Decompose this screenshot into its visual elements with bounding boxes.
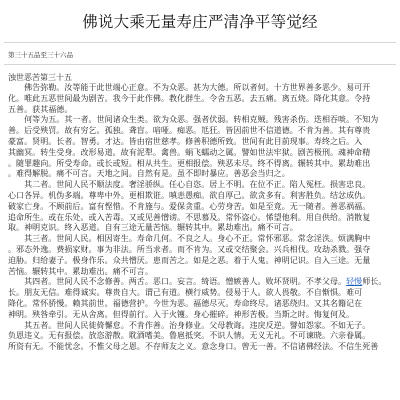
line-text: 其四者。世间人民不念修善。两舌。恶口。妄言。绮语。憎嫉善人。败坏贤明。不孝父母。 xyxy=(8,277,347,287)
highlighted-term-link[interactable]: 轻慢 xyxy=(346,277,363,287)
title-divider xyxy=(4,42,396,43)
text-line: 豪富。贤明。长者。智勇。才达。皆由宿世慈孝。修善积德所致。世间有此目前现事。寿终之后。入 xyxy=(8,136,363,146)
text-line: 破家亡身。不顾前后。富有悭惜。不肯施与。爱保贪重。心劳身苦。如是至竟。无一随者。善恶祸福。 xyxy=(8,201,371,211)
text-line: 善。后受殃罚。故有穷乞。孤独。聋盲。喑哑。痴恶。尪狂。皆因前世不信道德。不肯为善。其有尊贵 xyxy=(8,126,371,136)
text-line: 其二者。世间人民不顺法度。奢淫骄纵。任心自恣。居上不明。在位不正。陷人冤枉。损害忠良。 xyxy=(8,180,371,190)
text-line: 苦恼。辗转其中。累劫难出。痛不可言。 xyxy=(8,266,153,276)
text-line xyxy=(8,277,396,288)
text-line: 何等为五。其一者。世间诸众生类。欲为众恶。强者伏弱。转相克贼。残害杀伤。迭相吞啖。不知为 xyxy=(8,115,379,125)
text-line: 取。神明克识。终入恶道。自有三途无量苦恼。辗转其中。累劫难出。痛不可言。 xyxy=(8,223,298,233)
text-line: 其三者。世间人民。相因寄生。寿命几何。不良之人。身心不正。常怀邪恶。常念淫泆。烦满胸中 xyxy=(8,234,371,244)
text-line: 负恩违义。无有报偿。放恣游散。耽酒嗜美。鲁扈抵突。不识人情。无义无礼。不可谏晓。六亲眷属。 xyxy=(8,331,371,341)
section-divider xyxy=(4,64,396,65)
text-line: 其五者。世间人民徙倚懈怠。不肯作善。治身修业。父母教诲。违戾反逆。譬如怨家。不如无子。 xyxy=(8,320,371,330)
text-line: 迫胁。归给妻子。极身作乐。众共憎厌。患而苦之。如是之恶。着于人鬼。神明记识。自入三途。无量 xyxy=(8,255,371,265)
text-line: 追命所生。或在乐处。或入苦毒。又或见善憎谤。不思慕及。常怀盗心。悕望他利。用自供给。消散复 xyxy=(8,212,371,222)
text-line: 所资有无。不能忧念。不惟父母之恩。不存师友之义。意念身口。曾无一善。不信诸佛经法。不信生死善 xyxy=(8,342,379,352)
text-line: 其幽冥。转生受身。改形易道。故有泥犁。禽兽。蜎飞蠕动之属。譬如世法牢狱。剧苦极刑。魂神命精 xyxy=(8,147,371,157)
text-line: 。随罪趣向。所受寿命。或长或短。相从共生。更相报偿。殃恶未尽。终不得离。辗转其中。累劫难出 xyxy=(8,158,371,168)
text-line: 五善。获其福德。 xyxy=(8,104,73,114)
text-line: 。难得解脱。痛不可言。天地之间。自然有是。虽不即时暴应。善恶会当归之。 xyxy=(8,169,290,179)
section-header: 浊世恶苦第三十五 xyxy=(8,73,72,82)
chapter-range: 第三十五品至三十六品 xyxy=(8,51,73,59)
text-line: 长。朋友无信。难得诚实。尊贵自大。谓己有道。横行威势。侵易于人。欲人畏敬。不自惭惧。难可 xyxy=(8,288,363,298)
text-line: 佛告弥勒。汝等能于此世端心正意。不为众恶。甚为大德。所以者何。十方世界善多恶少。易可开 xyxy=(8,83,371,92)
line-text-tail: 师长。 xyxy=(362,277,387,287)
text-line: 降化。常怀骄慢。赖其前世。福德营护。今世为恶。福德尽灭。寿命终尽。诸恶绕归。又其名籍记在 xyxy=(8,298,363,308)
text-line: 神明。殃咎牵引。无从舍离。但得前行。入于火镬。身心摧碎。神形苦极。当斯之时。悔复何及。 xyxy=(8,309,355,319)
text-line: 化。唯此五恶世间最为剧苦。我今于此作佛。教化群生。令舍五恶。去五痛。离五烧。降化其意。令持 xyxy=(8,93,371,103)
body-text xyxy=(8,83,396,353)
page-title: 佛说大乘无量寿庄严清净平等觉经 xyxy=(82,13,318,31)
text-line: 。邪态外逸。费损家财。事为非法。所当求者。而不肯为。又或交结聚会。兴兵相伐。攻劫杀戮。强夺 xyxy=(8,244,371,254)
text-line: 心口各异。机伪多端。尊卑中外。更相欺诳。嗔恚愚痴。欲自厚己。欲贪多有。利害胜负。结忿成仇。 xyxy=(8,190,371,200)
